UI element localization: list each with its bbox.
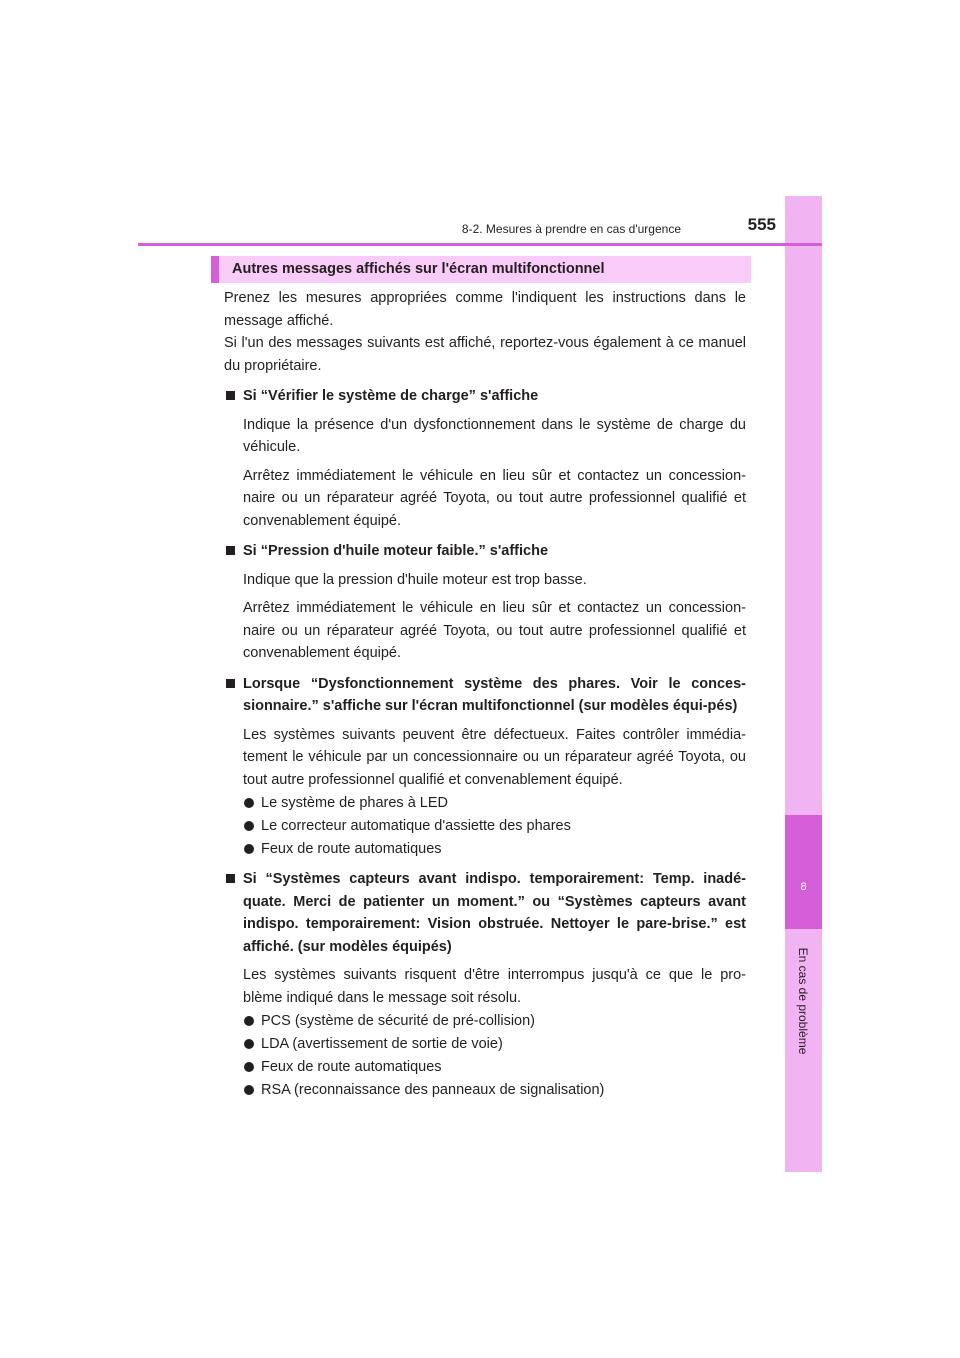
message-heading-text: Lorsque “Dysfonctionnement système des phares. Voir le conces-sionnaire.” s'affiche sur l'écran multifonctionnel (sur modèles équi-pés) <box>243 675 746 714</box>
message-paragraph: Arrêtez immédiatement le véhicule en lieu sûr et contactez un concession-naire ou un réparateur agréé Toyota, ou tout autre professionnel qualifié et convenablement équipé. <box>243 600 746 661</box>
list-item <box>224 838 746 861</box>
message-block <box>224 673 746 861</box>
list-item <box>224 1079 746 1102</box>
message-block <box>224 868 746 1101</box>
round-bullet-icon <box>244 1062 254 1072</box>
list-item <box>224 1010 746 1033</box>
square-bullet-icon <box>226 874 235 883</box>
section-label: 8-2. Mesures à prendre en cas d'urgence <box>461 222 681 236</box>
section-title: Autres messages affichés sur l'écran multifonctionnel <box>232 261 605 277</box>
message-paragraph: Les systèmes suivants peuvent être défectueux. Faites contrôler immédia-tement le véhicule par un concessionnaire ou un réparateur agréé Toyota, ou tout autre professionnel qualifié et convenablement équipé. <box>243 726 746 788</box>
list-item-text: Feux de route automatiques <box>261 840 442 857</box>
section-title-bar <box>211 256 751 283</box>
message-block <box>224 385 746 532</box>
message-paragraph: Arrêtez immédiatement le véhicule en lieu sûr et contactez un concession-naire ou un réparateur agréé Toyota, ou tout autre professionnel qualifié et convenablement équipé. <box>243 467 746 529</box>
round-bullet-icon <box>244 1085 254 1095</box>
message-heading-text: Si “Vérifier le système de charge” s'affiche <box>243 388 539 404</box>
page-content <box>224 287 746 1101</box>
chapter-label: En cas de problème <box>796 947 810 1055</box>
list-item <box>224 815 746 838</box>
list-item-text: Le système de phares à LED <box>261 794 448 811</box>
message-block <box>224 540 746 665</box>
round-bullet-icon <box>244 798 254 808</box>
message-heading-text: Si “Systèmes capteurs avant indispo. temporairement: Temp. inadé-quate. Merci de patienter un moment.” ou “Systèmes capteurs avant indispo. temporairement: Vision obstruée. Nettoyer le pare-brise.” est affiché. (sur modèles équipés) <box>243 871 746 955</box>
message-heading-text: Si “Pression d'huile moteur faible.” s'affiche <box>243 543 549 559</box>
header-divider <box>138 243 822 246</box>
chapter-tab-active[interactable] <box>785 815 822 929</box>
round-bullet-icon <box>244 1039 254 1049</box>
list-item-text: Feux de route automatiques <box>261 1058 442 1075</box>
message-paragraph: Les systèmes suivants risquent d'être interrompus jusqu'à ce que le pro-blème indiqué dans le message soit résolu. <box>243 967 746 1006</box>
message-heading <box>224 673 746 718</box>
message-heading <box>224 385 746 408</box>
message-heading <box>224 540 746 563</box>
intro-paragraph: Prenez les mesures appropriées comme l'indiquent les instructions dans le message affiché. <box>224 290 746 329</box>
message-heading <box>224 868 746 958</box>
list-item <box>224 792 746 815</box>
list-item-text: Le correcteur automatique d'assiette des phares <box>261 817 571 834</box>
message-paragraph: Indique la présence d'un dysfonctionnement dans le système de charge du véhicule. <box>243 416 746 455</box>
square-bullet-icon <box>226 391 235 400</box>
square-bullet-icon <box>226 546 235 555</box>
list-item <box>224 1056 746 1079</box>
round-bullet-icon <box>244 821 254 831</box>
message-paragraph: Indique que la pression d'huile moteur est trop basse. <box>243 571 587 588</box>
round-bullet-icon <box>244 844 254 854</box>
round-bullet-icon <box>244 1016 254 1026</box>
page-number: 555 <box>747 215 776 234</box>
list-item-text: LDA (avertissement de sortie de voie) <box>261 1035 503 1052</box>
list-item <box>224 1033 746 1056</box>
square-bullet-icon <box>226 679 235 688</box>
chapter-number: 8 <box>800 881 807 893</box>
intro-paragraph: Si l'un des messages suivants est affiché, reportez-vous également à ce manuel du propriétaire. <box>224 335 746 374</box>
list-item-text: RSA (reconnaissance des panneaux de signalisation) <box>261 1081 605 1098</box>
list-item-text: PCS (système de sécurité de pré-collision) <box>261 1012 535 1029</box>
